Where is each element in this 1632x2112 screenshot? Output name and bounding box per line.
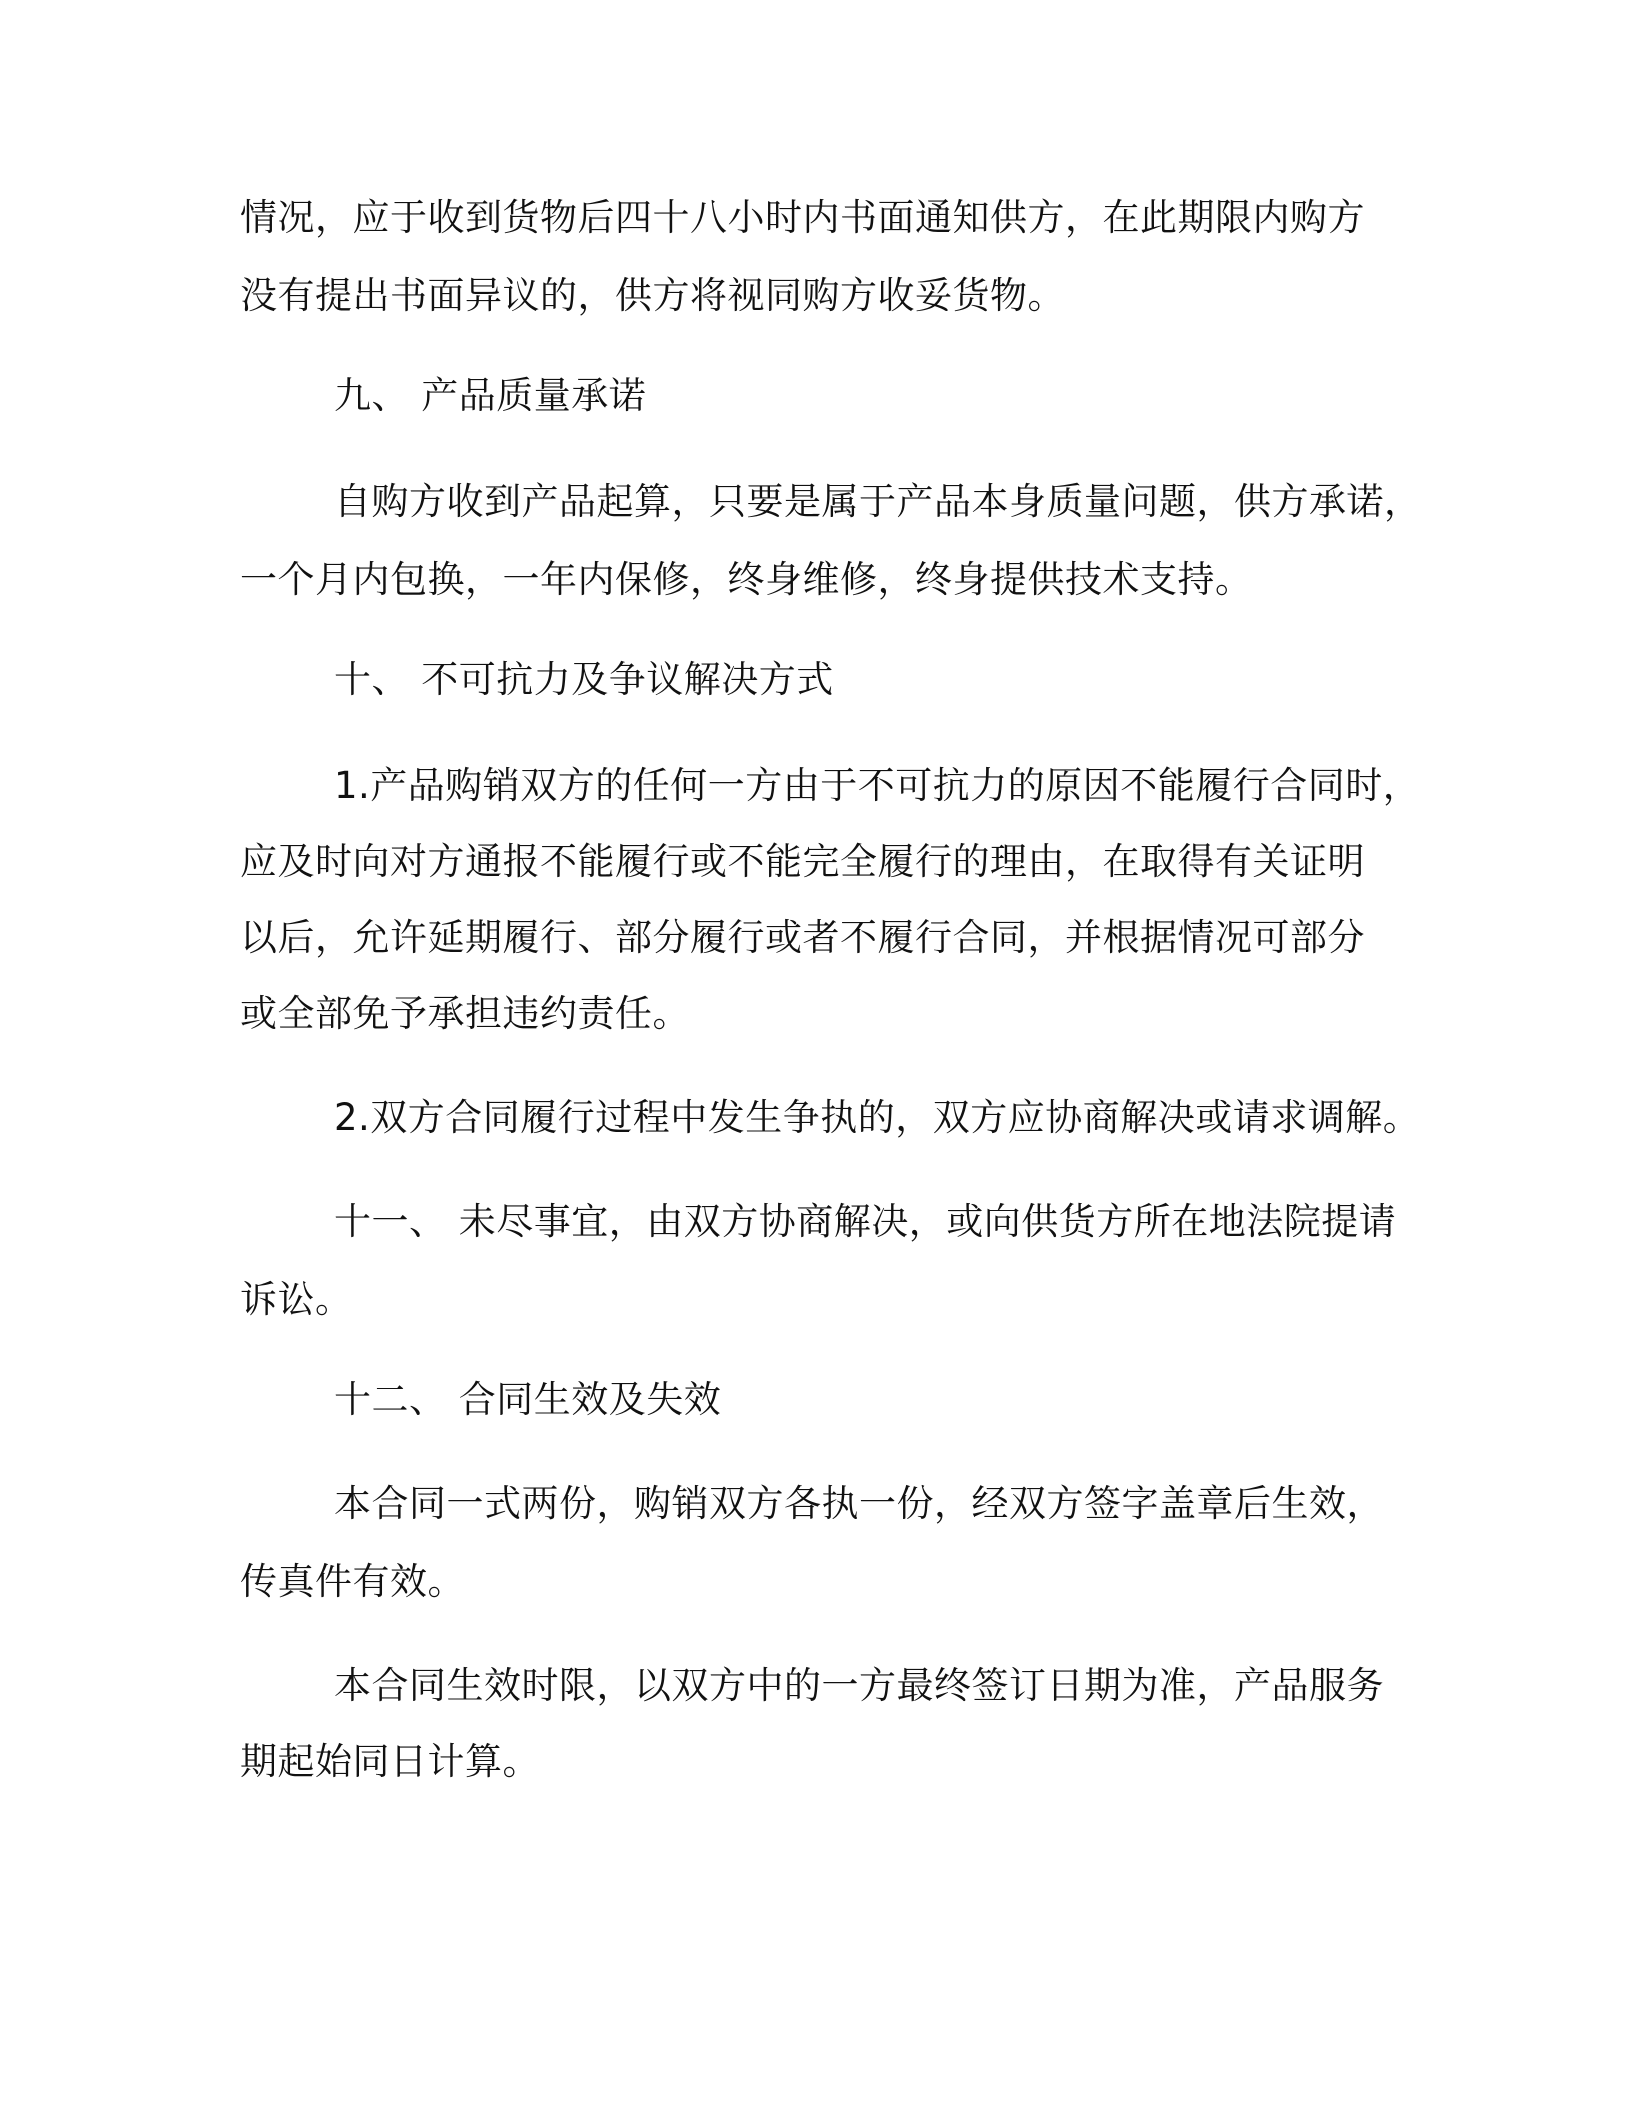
text-line: 没有提出书面异议的，供方将视同购方收妥货物。 — [240, 274, 1065, 317]
text-line: 自购方收到产品起算，只要是属于产品本身质量问题，供方承诺， — [334, 480, 1422, 523]
section-heading: 九、 产品质量承诺 — [334, 374, 647, 417]
section-heading: 十、 不可抗力及争议解决方式 — [334, 658, 834, 701]
text-line: 一个月内包换，一年内保修，终身维修，终身提供技术支持。 — [240, 558, 1253, 601]
text-line: 本合同生效时限，以双方中的一方最终签订日期为准，产品服务 — [334, 1664, 1384, 1707]
text-line: 1.产品购销双方的任何一方由于不可抗力的原因不能履行合同时， — [334, 764, 1421, 807]
text-line: 本合同一式两份，购销双方各执一份，经双方签字盖章后生效， — [334, 1482, 1384, 1525]
section-heading: 十一、 未尽事宜，由双方协商解决，或向供货方所在地法院提请 — [334, 1200, 1397, 1243]
text-line: 2.双方合同履行过程中发生争执的，双方应协商解决或请求调解。 — [334, 1096, 1421, 1139]
text-line: 诉讼。 — [240, 1278, 353, 1321]
section-heading: 十二、 合同生效及失效 — [334, 1378, 722, 1421]
text-line: 应及时向对方通报不能履行或不能完全履行的理由，在取得有关证明 — [240, 840, 1365, 883]
text-line: 传真件有效。 — [240, 1560, 465, 1603]
text-line: 以后，允许延期履行、部分履行或者不履行合同，并根据情况可部分 — [240, 916, 1365, 959]
text-line: 情况，应于收到货物后四十八小时内书面通知供方，在此期限内购方 — [240, 196, 1365, 239]
text-line: 或全部免予承担违约责任。 — [240, 992, 690, 1035]
text-line: 期起始同日计算。 — [240, 1740, 540, 1783]
